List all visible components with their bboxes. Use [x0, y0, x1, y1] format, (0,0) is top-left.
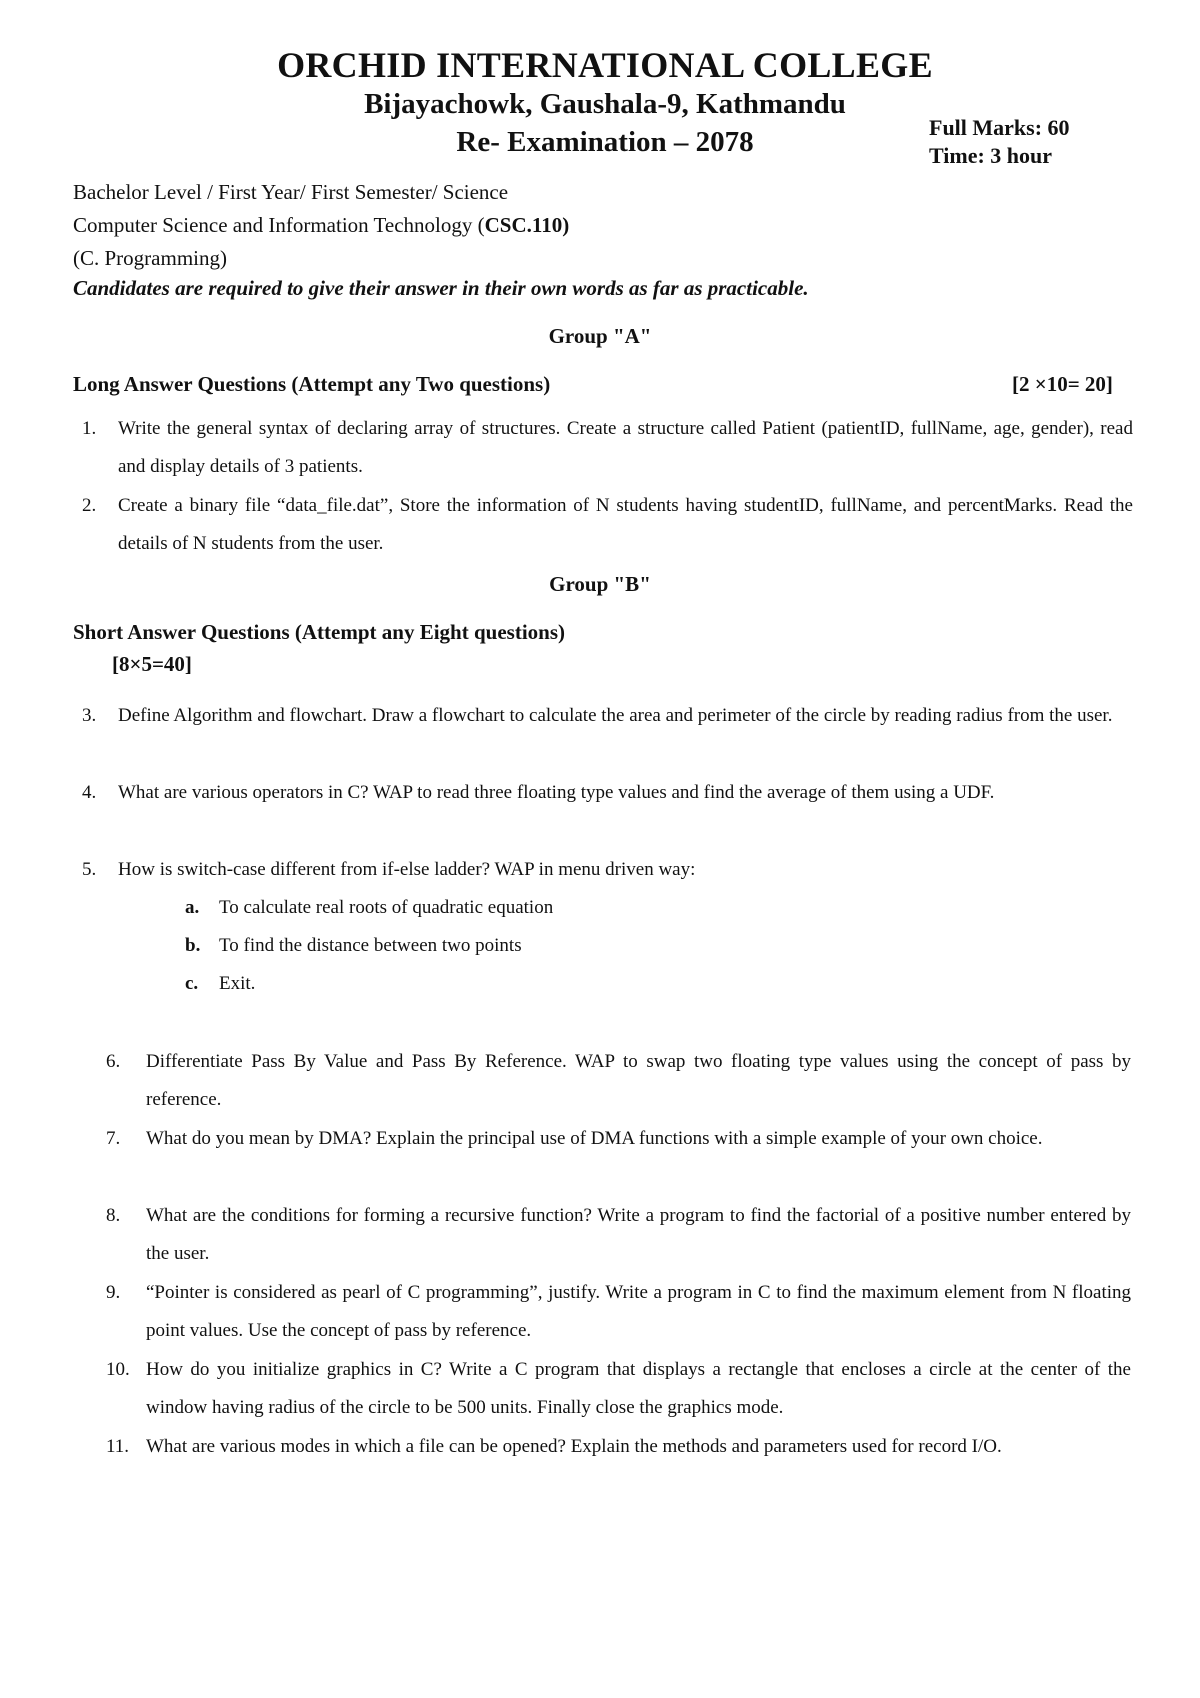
- option-text: Exit.: [219, 973, 256, 994]
- group-b-marks: [8×5=40]: [112, 652, 192, 676]
- course-code: CSC.110): [484, 213, 570, 237]
- question-5: [82, 851, 1133, 889]
- question-3: [82, 697, 1133, 735]
- question-2: [82, 487, 1133, 563]
- question-number: 6.: [106, 1051, 121, 1072]
- option-letter: b.: [185, 935, 201, 956]
- option-text: To find the distance between two points: [219, 935, 522, 956]
- group-a-heading: Group "A": [548, 324, 652, 348]
- course-name: [73, 213, 569, 237]
- course-name-text: Computer Science and Information Technology (: [73, 213, 485, 237]
- subject-name: (C. Programming): [73, 246, 227, 270]
- question-text: What do you mean by DMA? Explain the principal use of DMA functions with a simple example of your own choice.: [146, 1128, 1043, 1149]
- question-number: 5.: [82, 859, 97, 880]
- marks-time-block: [929, 114, 1070, 170]
- question-number: 2.: [82, 495, 97, 516]
- question-5-option-b: [185, 927, 522, 965]
- question-text: “Pointer is considered as pearl of C programming”, justify. Write a program in C to find the maximum element from N floating point values. Use the concept of pass by reference.: [146, 1282, 1131, 1341]
- question-6: [106, 1043, 1131, 1119]
- group-b-heading: Group "B": [549, 572, 651, 596]
- question-11: [106, 1428, 1131, 1466]
- question-5-option-a: [185, 889, 554, 927]
- group-b-section-title: Short Answer Questions (Attempt any Eight questions): [73, 620, 565, 644]
- full-marks: Full Marks: 60: [929, 115, 1070, 140]
- option-letter: a.: [185, 897, 200, 918]
- group-a-marks: [2 ×10= 20]: [1012, 372, 1113, 396]
- question-10: [106, 1351, 1131, 1427]
- college-address: Bijayachowk, Gaushala-9, Kathmandu: [364, 88, 846, 120]
- question-number: 8.: [106, 1205, 121, 1226]
- college-name: ORCHID INTERNATIONAL COLLEGE: [277, 45, 933, 85]
- question-text: What are various operators in C? WAP to read three floating type values and find the average of them using a UDF.: [118, 782, 995, 803]
- question-text: How do you initialize graphics in C? Write a C program that displays a rectangle that encloses a circle at the center of the window having radius of the circle to be 500 units. Finally close the graphics mode.: [146, 1359, 1131, 1418]
- option-letter: c.: [185, 973, 199, 994]
- question-text: How is switch-case different from if-else ladder? WAP in menu driven way:: [118, 859, 696, 880]
- question-text: What are various modes in which a file can be opened? Explain the methods and parameters used for record I/O.: [146, 1436, 1002, 1457]
- question-number: 1.: [82, 418, 97, 439]
- question-text: Define Algorithm and flowchart. Draw a flowchart to calculate the area and perimeter of the circle by reading radius from the user.: [118, 705, 1113, 726]
- question-number: 11.: [106, 1436, 130, 1457]
- question-text: Write the general syntax of declaring array of structures. Create a structure called Patient (patientID, fullName, age, gender), read and display details of 3 patients.: [118, 418, 1133, 477]
- question-number: 7.: [106, 1128, 121, 1149]
- question-text: What are the conditions for forming a recursive function? Write a program to find the factorial of a positive number entered by the user.: [146, 1205, 1131, 1264]
- question-number: 3.: [82, 705, 97, 726]
- question-8: [106, 1197, 1131, 1273]
- question-4: [82, 774, 1133, 812]
- course-level: Bachelor Level / First Year/ First Semester/ Science: [73, 180, 509, 204]
- option-text: To calculate real roots of quadratic equation: [219, 897, 554, 918]
- question-text: Create a binary file “data_file.dat”, Store the information of N students having studentID, fullName, and percentMarks. Read the details of N students from the user.: [118, 495, 1133, 554]
- question-number: 10.: [106, 1359, 130, 1380]
- candidate-instructions: Candidates are required to give their answer in their own words as far as practicable.: [73, 276, 809, 300]
- question-5-option-c: [185, 965, 256, 1003]
- question-1: [82, 410, 1133, 486]
- exam-title: Re- Examination – 2078: [456, 126, 754, 158]
- question-7: [106, 1120, 1131, 1158]
- question-number: 9.: [106, 1282, 121, 1303]
- question-number: 4.: [82, 782, 97, 803]
- group-a-section-title: Long Answer Questions (Attempt any Two questions): [73, 372, 551, 396]
- exam-time: Time: 3 hour: [929, 143, 1053, 168]
- question-text: Differentiate Pass By Value and Pass By Reference. WAP to swap two floating type values using the concept of pass by reference.: [146, 1051, 1131, 1110]
- question-9: [106, 1274, 1131, 1350]
